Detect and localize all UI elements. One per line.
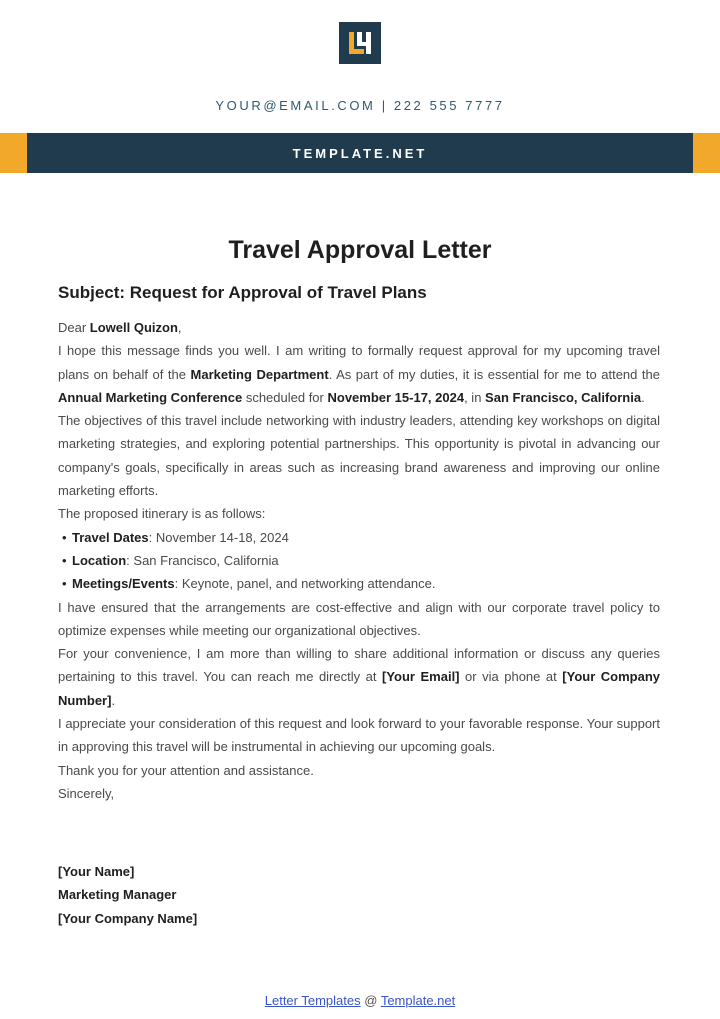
itinerary-value: : November 14-18, 2024	[148, 529, 289, 545]
band-text: TEMPLATE.NET	[292, 145, 428, 161]
phone-placeholder: [Your Company Number]	[58, 669, 661, 708]
footer-separator: @	[360, 993, 381, 1008]
paragraph-itinerary-intro: The proposed itinerary is as follows:	[58, 506, 266, 522]
itinerary-label: Meetings/Events	[72, 576, 175, 592]
text: . As part of my duties, it is essential for me to attend the	[328, 366, 660, 382]
text: I hope this message finds you well. I am writing to formally request approval for my upcoming travel plans on behalf of the	[58, 343, 660, 382]
signature-company: [Your Company Name]	[58, 910, 198, 926]
itinerary-value: : Keynote, panel, and networking attendance.	[174, 576, 436, 592]
paragraph-objectives: The objectives of this travel include networking with industry leaders, attending key workshops on digital marketing strategies, and exploring potential partnerships. This opportunity is pivotal in advancing our company's goals, specifically in areas such as increasing brand awareness and improving our online marketing efforts.	[58, 413, 660, 499]
itinerary-label: Location	[72, 552, 127, 568]
department-name: Marketing Department	[190, 366, 329, 382]
closing: Sincerely,	[58, 785, 115, 801]
itinerary-label: Travel Dates	[72, 529, 149, 545]
event-location: San Francisco, California	[485, 389, 642, 405]
paragraph-cost: I have ensured that the arrangements are cost-effective and align with our corporate travel policy to optimize expenses while meeting our organizational objectives.	[58, 599, 660, 638]
signature-title: Marketing Manager	[58, 887, 177, 903]
text: .	[641, 389, 645, 405]
email-placeholder: [Your Email]	[382, 669, 460, 685]
paragraph-thanks: Thank you for your attention and assistance.	[58, 762, 314, 778]
band-accent-left	[0, 133, 27, 173]
header-band	[27, 133, 693, 173]
paragraph-contact	[58, 642, 660, 712]
signature-name: [Your Name]	[58, 864, 135, 879]
signature-block	[58, 860, 197, 930]
template-logo-icon	[346, 29, 374, 57]
contact-line: YOUR@EMAIL.COM | 222 555 7777	[215, 98, 505, 113]
salutation-suffix: ,	[177, 320, 182, 335]
event-dates: November 15-17, 2024	[327, 389, 465, 405]
event-name: Annual Marketing Conference	[58, 389, 243, 405]
text: , in	[464, 389, 486, 405]
list-item	[62, 526, 660, 549]
list-item	[62, 549, 660, 572]
letter-title: Travel Approval Letter	[228, 236, 492, 264]
template-net-link[interactable]: Template.net	[380, 993, 456, 1008]
recipient-name: Lowell Quizon	[89, 320, 178, 335]
paragraph-appreciation: I appreciate your consideration of this request and look forward to your favorable response. Your support in approving this travel will be instrumental in achieving our upcoming goals.	[58, 716, 660, 755]
list-item	[62, 572, 660, 595]
salutation	[58, 316, 660, 339]
text: For your convenience, I am more than willing to share additional information or discuss any queries pertaining to this travel. You can reach me directly at	[58, 646, 660, 685]
text: scheduled for	[242, 389, 328, 405]
text: or via phone at	[459, 669, 563, 685]
letter-subject: Subject: Request for Approval of Travel Plans	[58, 283, 427, 302]
itinerary-list	[58, 526, 660, 596]
itinerary-value: : San Francisco, California	[126, 552, 279, 568]
band-accent-right	[693, 133, 720, 173]
letter-templates-link[interactable]: Letter Templates	[264, 993, 361, 1008]
template-logo	[339, 22, 381, 64]
salutation-prefix: Dear	[58, 320, 90, 335]
footer	[0, 993, 720, 1008]
letter-body	[58, 316, 660, 805]
text: .	[111, 692, 116, 708]
paragraph-intro	[58, 339, 660, 409]
